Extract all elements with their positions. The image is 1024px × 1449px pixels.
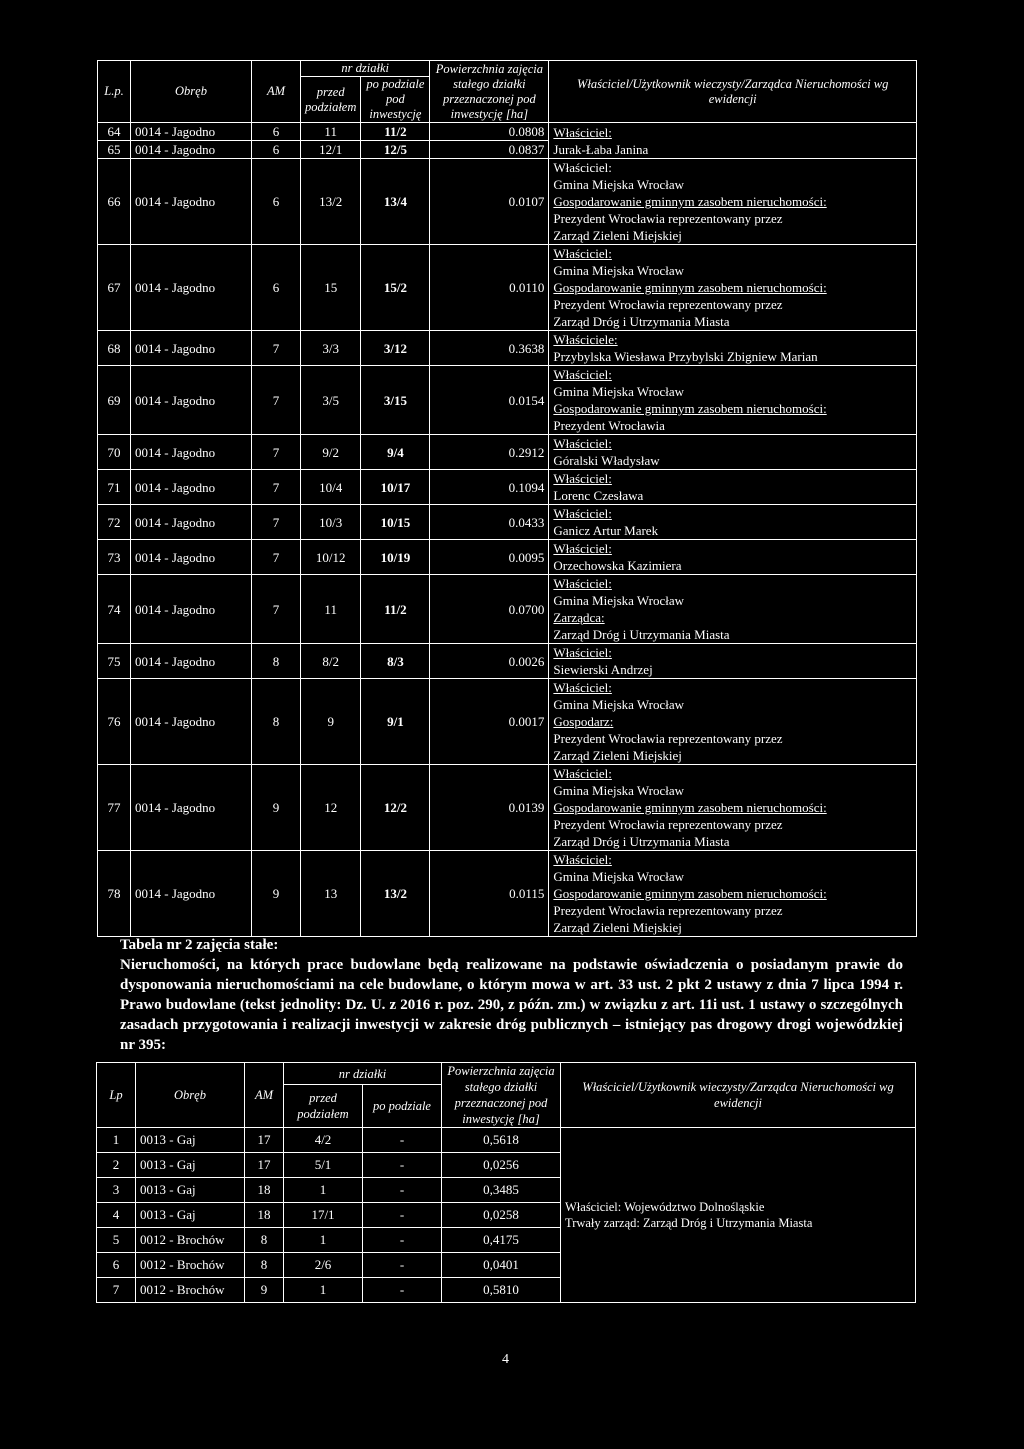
owner-line: Jurak-Łaba Janina: [553, 141, 649, 157]
owner-line: Zarząd Zieleni Miejskiej: [553, 228, 682, 243]
cell-am: 8: [245, 1253, 284, 1278]
cell-lp: 3: [97, 1178, 136, 1203]
cell-po: 10/15: [361, 505, 430, 540]
cell-przed: 17/1: [284, 1203, 363, 1228]
owner-line: Właściciel:: [553, 367, 612, 382]
owner-line: Gospodarowanie gminnym zasobem nieruchomości:: [553, 194, 827, 209]
table-row: [98, 245, 917, 331]
cell-przed: 9/2: [301, 435, 361, 470]
owner-line: Zarządca:: [553, 610, 605, 625]
owner-line: Zarząd Zieleni Miejskiej: [553, 920, 682, 935]
header-am: AM: [252, 61, 301, 123]
cell-pow: 0,0401: [442, 1253, 561, 1278]
cell-obreb: 0012 - Brochów: [136, 1278, 245, 1303]
cell-pow: 0.1094: [430, 470, 549, 505]
owner-line: Właściciel: Województwo Dolnośląskie: [565, 1200, 765, 1214]
owner-line: Prezydent Wrocławia reprezentowany przez: [553, 297, 783, 312]
cell-lp: 68: [98, 331, 131, 366]
cell-przed: 11: [301, 123, 361, 141]
cell-lp: 78: [98, 851, 131, 937]
cell-przed: 13/2: [301, 159, 361, 245]
cell-lp: 74: [98, 575, 131, 644]
cell-pow: 0.2912: [430, 435, 549, 470]
cell-am: 8: [252, 679, 301, 765]
cell-przed: 13: [301, 851, 361, 937]
cell-po: 12/2: [361, 765, 430, 851]
owner-line: Gmina Miejska Wrocław: [553, 697, 685, 712]
owner-cell: [549, 123, 917, 159]
cell-po: -: [363, 1228, 442, 1253]
cell-obreb: 0014 - Jagodno: [131, 470, 252, 505]
section-2-heading: Tabela nr 2 zajęcia stałe:: [120, 937, 279, 953]
owner-line: Gmina Miejska Wrocław: [553, 384, 685, 399]
cell-am: 8: [245, 1228, 284, 1253]
owner-cell: [561, 1128, 916, 1303]
cell-am: 18: [245, 1178, 284, 1203]
cell-pow: 0,4175: [442, 1228, 561, 1253]
parcels-table-2-body: [97, 1128, 916, 1303]
cell-obreb: 0014 - Jagodno: [131, 331, 252, 366]
owner-line: Właściciel:: [553, 852, 612, 867]
header2-przed: przed podziałem: [284, 1085, 363, 1128]
page-number: 4: [502, 1352, 509, 1367]
cell-obreb: 0014 - Jagodno: [131, 366, 252, 435]
owner-cell: [549, 540, 917, 575]
owner-cell: [549, 851, 917, 937]
owner-line: Gmina Miejska Wrocław: [553, 593, 685, 608]
cell-am: 7: [252, 331, 301, 366]
cell-przed: 10/3: [301, 505, 361, 540]
header2-powierzchnia: Powierzchnia zajęcia stałego działki przeznaczonej pod inwestycję [ha]: [442, 1063, 561, 1128]
cell-pow: 0.0026: [430, 644, 549, 679]
owner-line: Właściciel:: [553, 436, 612, 451]
owner-line: Zarząd Dróg i Utrzymania Miasta: [553, 627, 730, 642]
cell-am: 6: [252, 123, 301, 141]
cell-obreb: 0014 - Jagodno: [131, 505, 252, 540]
header-obreb: Obręb: [131, 61, 252, 123]
cell-po: -: [363, 1153, 442, 1178]
owner-line: Przybylska Wiesława Przybylski Zbigniew Marian: [553, 349, 818, 364]
cell-przed: 1: [284, 1178, 363, 1203]
cell-po: 13/2: [361, 851, 430, 937]
cell-pow: 0.0110: [430, 245, 549, 331]
cell-lp: 75: [98, 644, 131, 679]
owner-line: Prezydent Wrocławia reprezentowany przez: [553, 817, 783, 832]
owner-cell: [549, 435, 917, 470]
table-row: [98, 505, 917, 540]
owner-line: Góralski Władysław: [553, 453, 660, 468]
cell-pow: 0.3638: [430, 331, 549, 366]
cell-am: 9: [252, 765, 301, 851]
parcels-table-1-body: [98, 123, 917, 937]
owner-line: Trwały zarząd: Zarząd Dróg i Utrzymania Miasta: [565, 1216, 813, 1230]
table-row: [98, 470, 917, 505]
owner-line: Właściciel:: [553, 160, 612, 175]
cell-lp: 76: [98, 679, 131, 765]
cell-lp: 2: [97, 1153, 136, 1178]
cell-przed: 12: [301, 765, 361, 851]
owner-cell: [549, 505, 917, 540]
cell-am: 7: [252, 366, 301, 435]
cell-lp: 67: [98, 245, 131, 331]
owner-line: Lorenc Czesława: [553, 488, 644, 503]
cell-am: 7: [252, 540, 301, 575]
cell-po: 9/1: [361, 679, 430, 765]
section-2-intro: [120, 935, 903, 1055]
owner-line: Właściciel:: [553, 576, 612, 591]
owner-line: Właściciel:: [553, 471, 612, 486]
cell-pow: 0.0095: [430, 540, 549, 575]
cell-pow: 0.0700: [430, 575, 549, 644]
table-row: [97, 1128, 916, 1153]
cell-pow: 0.0115: [430, 851, 549, 937]
cell-am: 7: [252, 505, 301, 540]
header-przed: przed podziałem: [301, 77, 361, 123]
cell-obreb: 0014 - Jagodno: [131, 575, 252, 644]
cell-obreb: 0014 - Jagodno: [131, 540, 252, 575]
owner-line: Prezydent Wrocławia reprezentowany przez: [553, 731, 783, 746]
cell-am: 9: [245, 1278, 284, 1303]
header2-wlasciciel: Właściciel/Użytkownik wieczysty/Zarządca Nieruchomości wg ewidencji: [561, 1063, 916, 1128]
owner-line: Gospodarowanie gminnym zasobem nieruchomości:: [553, 800, 827, 815]
header-lp: L.p.: [98, 61, 131, 123]
cell-am: 17: [245, 1128, 284, 1153]
cell-przed: 15: [301, 245, 361, 331]
cell-po: -: [363, 1178, 442, 1203]
cell-po: 9/4: [361, 435, 430, 470]
table-row: [98, 644, 917, 679]
owner-line: Gospodarowanie gminnym zasobem nieruchomości:: [553, 280, 827, 295]
cell-po: 11/2: [361, 123, 430, 141]
cell-obreb: 0013 - Gaj: [136, 1178, 245, 1203]
owner-line: Właściciel:: [553, 766, 612, 781]
cell-przed: 9: [301, 679, 361, 765]
cell-po: 13/4: [361, 159, 430, 245]
owner-line: Ganicz Artur Marek: [553, 523, 659, 538]
owner-line: Gospodarowanie gminnym zasobem nieruchomości:: [553, 886, 827, 901]
owner-line: Gmina Miejska Wrocław: [553, 783, 685, 798]
table-row: [98, 159, 917, 245]
header2-am: AM: [245, 1063, 284, 1128]
cell-am: 9: [252, 851, 301, 937]
cell-po: -: [363, 1278, 442, 1303]
cell-po: 12/5: [361, 141, 430, 159]
table-row: [98, 575, 917, 644]
cell-lp: 71: [98, 470, 131, 505]
header-powierzchnia: Powierzchnia zajęcia stałego działki przeznaczonej pod inwestycję [ha]: [430, 61, 549, 123]
cell-am: 7: [252, 470, 301, 505]
owner-line: Prezydent Wrocławia reprezentowany przez: [553, 211, 783, 226]
owner-line: Właściciel:: [553, 124, 612, 140]
cell-obreb: 0013 - Gaj: [136, 1128, 245, 1153]
cell-przed: 8/2: [301, 644, 361, 679]
table-row: [98, 679, 917, 765]
header2-nr-dzialki: nr działki: [284, 1063, 442, 1085]
owner-cell: [549, 366, 917, 435]
cell-am: 6: [252, 141, 301, 159]
owner-line: Zarząd Zieleni Miejskiej: [553, 748, 682, 763]
owner-line: Właściciel:: [553, 246, 612, 261]
cell-po: 15/2: [361, 245, 430, 331]
header2-lp: Lp: [97, 1063, 136, 1128]
owner-line: Prezydent Wrocławia: [553, 418, 665, 433]
cell-przed: 10/4: [301, 470, 361, 505]
cell-po: 10/19: [361, 540, 430, 575]
cell-obreb: 0014 - Jagodno: [131, 245, 252, 331]
owner-line: Prezydent Wrocławia reprezentowany przez: [553, 903, 783, 918]
cell-pow: 0,3485: [442, 1178, 561, 1203]
cell-przed: 3/5: [301, 366, 361, 435]
owner-line: Orzechowska Kazimiera: [553, 558, 682, 573]
cell-przed: 10/12: [301, 540, 361, 575]
owner-line: Gmina Miejska Wrocław: [553, 177, 685, 192]
table-row: [98, 435, 917, 470]
cell-am: 17: [245, 1153, 284, 1178]
cell-przed: 1: [284, 1228, 363, 1253]
cell-am: 18: [245, 1203, 284, 1228]
table-row: [98, 540, 917, 575]
cell-przed: 1: [284, 1278, 363, 1303]
owner-cell: [549, 575, 917, 644]
cell-przed: 12/1: [301, 141, 361, 159]
cell-am: 7: [252, 435, 301, 470]
cell-am: 6: [252, 245, 301, 331]
cell-pow: 0.0433: [430, 505, 549, 540]
cell-po: -: [363, 1253, 442, 1278]
cell-po: -: [363, 1128, 442, 1153]
cell-obreb: 0014 - Jagodno: [131, 765, 252, 851]
cell-am: 7: [252, 575, 301, 644]
cell-am: 6: [252, 159, 301, 245]
cell-przed: 5/1: [284, 1153, 363, 1178]
cell-obreb: 0014 - Jagodno: [131, 141, 252, 159]
cell-obreb: 0014 - Jagodno: [131, 851, 252, 937]
cell-obreb: 0013 - Gaj: [136, 1203, 245, 1228]
owner-line: Gmina Miejska Wrocław: [553, 263, 685, 278]
cell-lp: 5: [97, 1228, 136, 1253]
owner-cell: [549, 679, 917, 765]
cell-lp: 66: [98, 159, 131, 245]
owner-line: Właściciel:: [553, 541, 612, 556]
owner-line: Właściciel:: [553, 680, 612, 695]
owner-line: Właściciele:: [553, 332, 618, 347]
owner-cell: [549, 159, 917, 245]
table-row: [98, 765, 917, 851]
table-row: [98, 366, 917, 435]
cell-po: 11/2: [361, 575, 430, 644]
cell-obreb: 0014 - Jagodno: [131, 123, 252, 141]
cell-obreb: 0012 - Brochów: [136, 1253, 245, 1278]
cell-po: 3/15: [361, 366, 430, 435]
cell-pow: 0.0154: [430, 366, 549, 435]
cell-przed: 2/6: [284, 1253, 363, 1278]
cell-lp: 70: [98, 435, 131, 470]
cell-obreb: 0014 - Jagodno: [131, 679, 252, 765]
owner-line: Siewierski Andrzej: [553, 662, 653, 677]
owner-line: Właściciel:: [553, 645, 612, 660]
cell-po: 8/3: [361, 644, 430, 679]
section-2-text: Nieruchomości, na których prace budowlane będą realizowane na podstawie oświadczenia o posiadanym prawie do dysponowania nieruchomościami na cele budowlane, o którym mowa w art. 33 ust. 2 pkt 2 ustawy z dnia 7 lipca 1994 r. Prawo budowlane (tekst jednolity: Dz. U. z 2016 r. poz. 290, z późn. zm.) w związku z art. 11i ust. 1 ustawy o szczególnych zasadach przygotowania i realizacji inwestycji w zakresie dróg publicznych – istniejący pas drogowy drogi wojewódzkiej nr 395:: [120, 957, 903, 1053]
header-wlasciciel: Właściciel/Użytkownik wieczysty/Zarządca Nieruchomości wg ewidencji: [549, 61, 917, 123]
cell-po: 3/12: [361, 331, 430, 366]
cell-pow: 0,5618: [442, 1128, 561, 1153]
cell-lp: 7: [97, 1278, 136, 1303]
owner-cell: [549, 245, 917, 331]
cell-lp: 6: [97, 1253, 136, 1278]
owner-line: Gospodarowanie gminnym zasobem nieruchomości:: [553, 401, 827, 416]
owner-cell: [549, 765, 917, 851]
cell-pow: 0.0139: [430, 765, 549, 851]
cell-przed: 4/2: [284, 1128, 363, 1153]
cell-pow: 0,0256: [442, 1153, 561, 1178]
cell-pow: 0.0808: [430, 123, 549, 141]
cell-lp: 65: [98, 141, 131, 159]
header-po: po podziale pod inwestycję: [361, 77, 430, 123]
owner-line: Zarząd Dróg i Utrzymania Miasta: [553, 314, 730, 329]
cell-lp: 73: [98, 540, 131, 575]
owner-cell: [549, 644, 917, 679]
cell-lp: 77: [98, 765, 131, 851]
cell-obreb: 0014 - Jagodno: [131, 644, 252, 679]
owner-cell: [549, 331, 917, 366]
parcels-table-2: [96, 1062, 916, 1303]
cell-po: 10/17: [361, 470, 430, 505]
table-row: [98, 851, 917, 937]
owner-line: Zarząd Dróg i Utrzymania Miasta: [553, 834, 730, 849]
cell-pow: 0,5810: [442, 1278, 561, 1303]
owner-cell: [549, 470, 917, 505]
cell-pow: 0.0837: [430, 141, 549, 159]
cell-przed: 11: [301, 575, 361, 644]
cell-pow: 0,0258: [442, 1203, 561, 1228]
cell-pow: 0.0107: [430, 159, 549, 245]
owner-line: Właściciel:: [553, 506, 612, 521]
cell-pow: 0.0017: [430, 679, 549, 765]
parcels-table-1: [97, 60, 917, 937]
cell-am: 8: [252, 644, 301, 679]
cell-obreb: 0012 - Brochów: [136, 1228, 245, 1253]
owner-line: Gmina Miejska Wrocław: [553, 869, 685, 884]
header2-po: po podziale: [363, 1085, 442, 1128]
cell-lp: 4: [97, 1203, 136, 1228]
cell-lp: 64: [98, 123, 131, 141]
header2-obreb: Obręb: [136, 1063, 245, 1128]
cell-lp: 72: [98, 505, 131, 540]
owner-line: Gospodarz:: [553, 714, 614, 729]
cell-lp: 1: [97, 1128, 136, 1153]
table-row: [98, 123, 917, 141]
table-row: [98, 331, 917, 366]
cell-lp: 69: [98, 366, 131, 435]
cell-obreb: 0013 - Gaj: [136, 1153, 245, 1178]
header-nr-dzialki: nr działki: [301, 61, 430, 77]
cell-obreb: 0014 - Jagodno: [131, 435, 252, 470]
cell-przed: 3/3: [301, 331, 361, 366]
cell-obreb: 0014 - Jagodno: [131, 159, 252, 245]
cell-po: -: [363, 1203, 442, 1228]
